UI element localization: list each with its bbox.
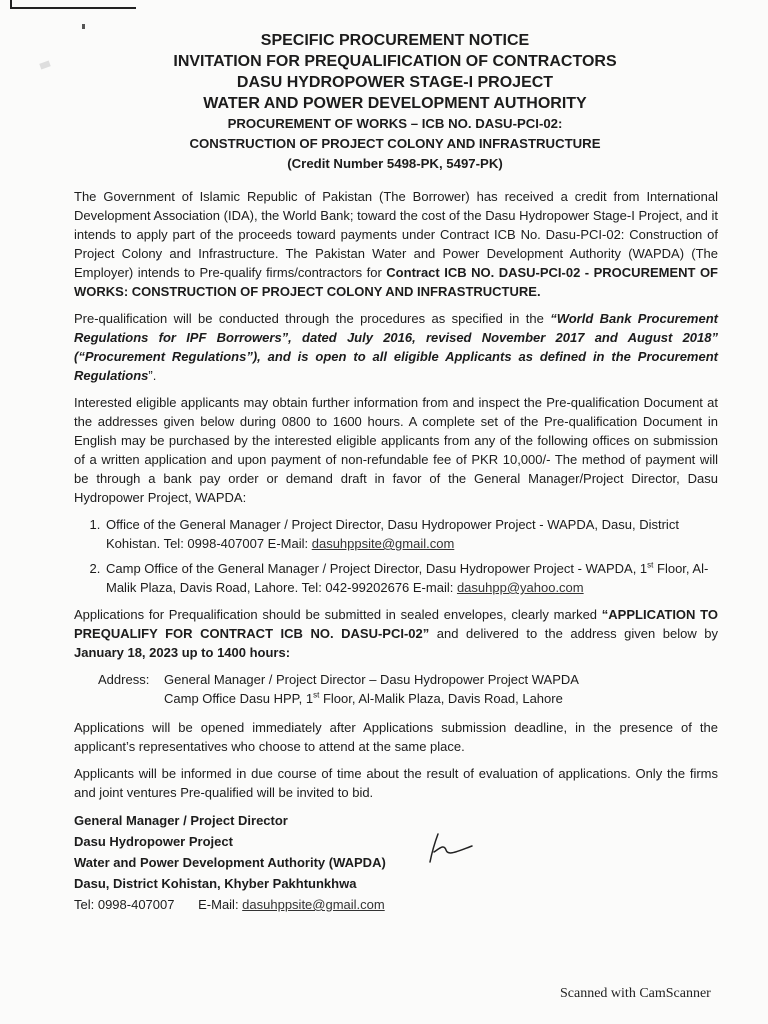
signatory-location: Dasu, District Kohistan, Khyber Pakhtunkhwa — [74, 876, 357, 891]
signatory-project: Dasu Hydropower Project — [74, 834, 233, 849]
email-label: E-Mail: — [198, 897, 243, 912]
list-item — [104, 559, 718, 597]
office-text: Camp Office of the General Manager / Project Director, Dasu Hydropower Project - WAPDA, 1 — [106, 561, 648, 576]
scan-corner-mark — [10, 0, 136, 9]
envelope-marking: “APPLICATION TO PREQUALIFY FOR CONTRACT ICB NO. DASU-PCI-02” — [74, 607, 718, 641]
signatory-authority: Water and Power Development Authority (WAPDA) — [74, 855, 386, 870]
paragraph-document-info: Interested eligible applicants may obtain further information from and inspect the Pre-qualification Document at the addresses given below during 0800 to 1600 hours. A complete set of the Pre-qualification Document in English may be purchased by the interested eligible applicants from any of the following offices on submission of a written application and upon payment of non-refundable fee of PKR 10,000/- The method of payment will be through a bank pay order or demand draft in favor of the General Manager/Project Director, Dasu Hydropower Project, WAPDA: — [74, 395, 718, 505]
credit-number: (Credit Number 5498-PK, 5497-PK) — [287, 156, 503, 171]
office-text: Office of the General Manager / Project Director, Dasu Hydropower Project - WAPDA, Dasu, District Kohistan. Tel: 0998-407007 E-Mail: — [106, 517, 679, 551]
address-line: General Manager / Project Director – Dasu Hydropower Project WAPDA — [164, 672, 579, 687]
paragraph-submission — [74, 605, 718, 662]
procurement-ref: PROCUREMENT OF WORKS – ICB NO. DASU-PCI-02: — [227, 116, 563, 131]
office-text: Floor, Al-Malik Plaza, Davis Road, Lahore. Tel: 042-99202676 E-mail: — [106, 561, 709, 595]
project-name: DASU HYDROPOWER STAGE-I PROJECT — [236, 74, 554, 91]
superscript: st — [647, 560, 654, 570]
paragraph-evaluation: Applicants will be informed in due course of time about the result of evaluation of applications. Only the firms and joint ventures Pre-qualified will be invited to bid. — [74, 766, 718, 800]
regulations-reference: “World Bank Procurement Regulations for IPF Borrowers”, dated July 2016, revised November 2017 and August 2018” (“Procurement Regulations”), and is open to all eligible Applicants as defined in the Procurement Regulations — [74, 311, 718, 383]
scan-artifact — [39, 60, 50, 69]
list-item — [104, 515, 718, 553]
paragraph-text: The Government of Islamic Republic of Pakistan (The Borrower) has received a credit from International Development Association (IDA), the World Bank; toward the cost of the Dasu Hydropower Stage-I Project, and it intends to apply part of the proceeds toward payments under Contract ICB No. Dasu-PCI-02: Construction of Project Colony and Infrastructure. The Pakistan Water and Power Development Authority (WAPDA) (The Employer) intends to Pre-qualify firms/contractors for — [74, 189, 718, 280]
office-list — [74, 515, 718, 597]
submission-deadline: January 18, 2023 up to 1400 hours: — [74, 645, 291, 660]
superscript: st — [313, 690, 320, 700]
signatory-title: General Manager / Project Director — [74, 813, 288, 828]
contract-title: Contract ICB NO. DASU-PCI-02 - PROCUREMENT OF WORKS: CONSTRUCTION OF PROJECT COLONY AND INFRASTRUCTURE. — [74, 265, 718, 299]
notice-header — [60, 30, 730, 174]
notice-body — [74, 187, 718, 915]
notice-title: SPECIFIC PROCUREMENT NOTICE — [260, 32, 530, 49]
paragraph-text: ”. — [148, 368, 157, 383]
email-link[interactable]: dasuhppsite@gmail.com — [242, 897, 385, 912]
paragraph-borrower — [74, 187, 718, 301]
notice-subtitle: INVITATION FOR PREQUALIFICATION OF CONTRACTORS — [173, 53, 617, 70]
procurement-scope: CONSTRUCTION OF PROJECT COLONY AND INFRASTRUCTURE — [189, 136, 601, 151]
scanner-watermark: Scanned with CamScanner — [560, 986, 711, 1001]
handwritten-signature — [426, 830, 476, 866]
address-line: Floor, Al-Malik Plaza, Davis Road, Lahore — [319, 691, 563, 706]
authority-name: WATER AND POWER DEVELOPMENT AUTHORITY — [203, 95, 587, 112]
address-line: Camp Office Dasu HPP, 1 — [164, 691, 314, 706]
email-link[interactable]: dasuhpp@yahoo.com — [456, 580, 584, 595]
paragraph-opening: Applications will be opened immediately after Applications submission deadline, in the presence of the applicant’s representatives who choose to attend at the same place. — [74, 720, 718, 754]
paragraph-text: and delivered to the address given below by — [429, 626, 718, 641]
scan-artifact — [82, 24, 85, 29]
address-label: Address: — [98, 672, 150, 687]
paragraph-text: Pre-qualification will be conducted through the procedures as specified in the — [74, 311, 551, 326]
signature-block — [74, 810, 718, 915]
paragraph-prequalification — [74, 309, 718, 385]
submission-address — [98, 670, 718, 708]
email-link[interactable]: dasuhppsite@gmail.com — [311, 536, 455, 551]
paragraph-text: Applications for Prequalification should be submitted in sealed envelopes, clearly marked — [74, 607, 602, 622]
signatory-phone: Tel: 0998-407007 — [74, 897, 175, 912]
